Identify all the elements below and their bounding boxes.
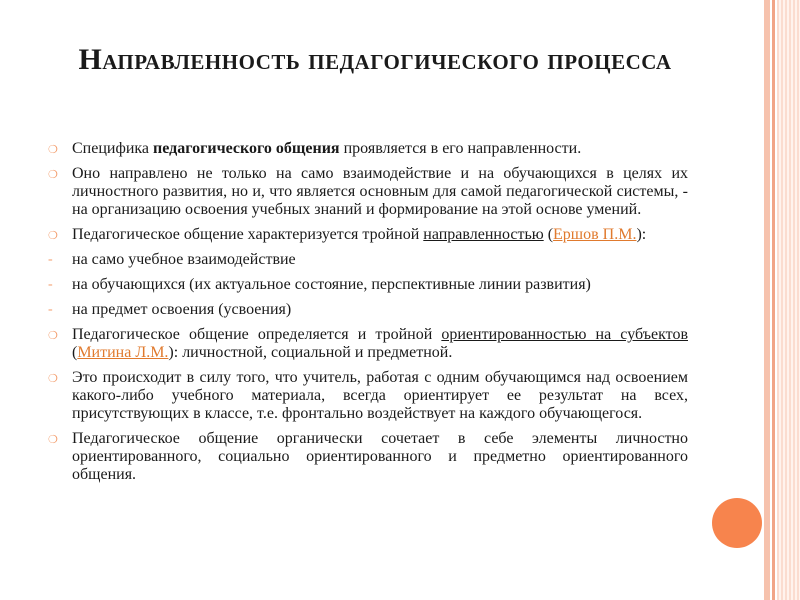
decorative-stripes <box>764 0 800 600</box>
stripe <box>777 0 800 600</box>
bold-term: педагогического общения <box>153 140 340 157</box>
text: ): <box>636 226 647 243</box>
text: Оно направлено не только на само взаимодействие и на обучающихся в целях их личностного развития, но и, что является основным для самой педагогической системы, - на организацию освоения учебных знаний и формирование на этой основе умений. <box>72 165 688 218</box>
dash-icon: - <box>48 252 53 267</box>
text: Это происходит в силу того, что учитель, работая с одним обучающимся над освоением какого-либо учебного материала, всегда ориентирует ее результат на всех, присутствующих в классе, т.е. фронтально воздействует на каждого обучающегося. <box>72 369 688 422</box>
text: ( <box>543 226 554 243</box>
list-item <box>46 226 688 244</box>
author-link[interactable]: Митина Л.М. <box>77 344 169 361</box>
text: ): личностной, социальной и предметной. <box>168 344 453 361</box>
text: Педагогическое общение определяется и тройной <box>72 326 442 343</box>
dash-icon: - <box>48 277 53 292</box>
text: на само учебное взаимодействие <box>72 251 296 268</box>
bullet-icon: ❍ <box>48 144 58 156</box>
text: Специфика <box>72 140 154 157</box>
author-link[interactable]: Ершов П.М. <box>553 226 637 243</box>
list-item <box>46 165 688 219</box>
list-item <box>46 276 688 294</box>
content-list <box>46 140 688 491</box>
list-item <box>46 369 688 423</box>
underlined-term: ориентированностью на субъектов <box>441 326 688 343</box>
text: на предмет освоения (усвоения) <box>72 301 292 318</box>
slide-title: Направленность педагогического процесса <box>78 43 672 76</box>
bullet-icon: ❍ <box>48 434 58 446</box>
list-item <box>46 430 688 484</box>
text: проявляется в его направленности. <box>339 140 582 157</box>
text: Педагогическое общение органически сочетает в себе элементы личностно ориентированного, социально ориентированного и предметно ориентированного общения. <box>72 430 688 483</box>
text: Педагогическое общение характеризуется тройной <box>72 226 424 243</box>
bullet-icon: ❍ <box>48 230 58 242</box>
bullet-icon: ❍ <box>48 373 58 385</box>
list-item <box>46 326 688 362</box>
stripe <box>764 0 770 600</box>
bullet-icon: ❍ <box>48 330 58 342</box>
list-item <box>46 301 688 319</box>
text: на обучающихся (их актуальное состояние, перспективные линии развития) <box>72 276 591 293</box>
bullet-icon: ❍ <box>48 169 58 181</box>
list-item <box>46 251 688 269</box>
stripe <box>772 0 775 600</box>
decorative-circle <box>712 498 762 548</box>
underlined-term: направленностью <box>423 226 544 243</box>
text: ( <box>72 344 78 361</box>
list-item <box>46 140 688 158</box>
dash-icon: - <box>48 302 53 317</box>
